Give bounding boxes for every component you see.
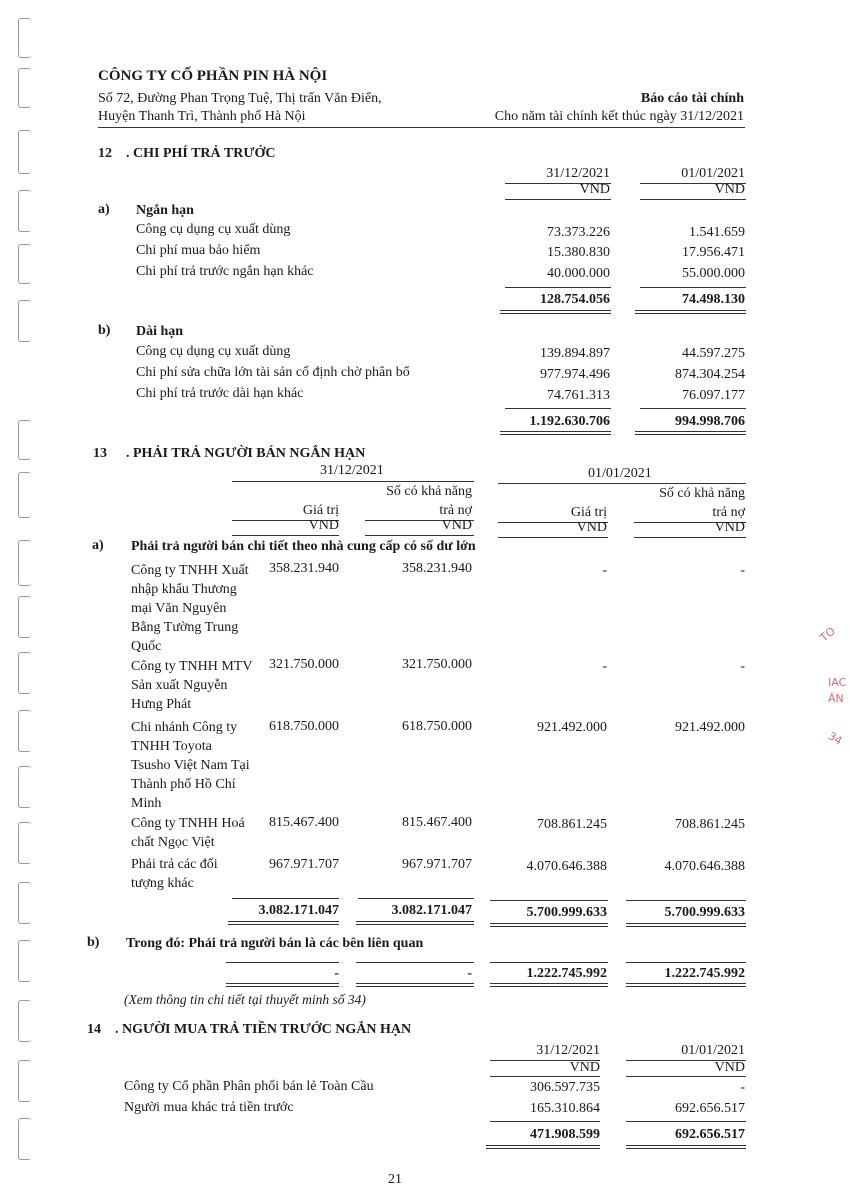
- s13-h-value1: Giá trị: [302, 503, 339, 518]
- s12-b-label: b): [98, 323, 111, 338]
- s12-col1-unit: VND: [579, 182, 610, 197]
- binder-mark: [18, 1000, 31, 1042]
- s12-a-row-label: Chi phí mua bảo hiểm: [136, 243, 261, 258]
- s13-unit2: VND: [441, 518, 472, 533]
- s13-b-value3: 1.222.745.992: [526, 966, 607, 981]
- s13-total-rule: [490, 900, 608, 901]
- s13-h-payable2-line2: trả nợ: [712, 505, 745, 520]
- s13-row-value3: 921.492.000: [537, 720, 607, 735]
- s14-total-value1: 471.908.599: [530, 1127, 600, 1142]
- s12-a-label: a): [98, 202, 110, 217]
- binder-mark: [18, 1060, 31, 1102]
- s13-total-double-rule: [356, 921, 474, 925]
- binder-mark: [18, 190, 31, 232]
- s12-a-row-label: Chi phí trả trước ngắn hạn khác: [136, 264, 314, 279]
- s13-row-value1: 358.231.940: [269, 561, 339, 576]
- s13-b-value1: -: [334, 966, 339, 981]
- s13-total-rule: [626, 900, 746, 901]
- s13-total-double-rule: [490, 923, 608, 927]
- section-12-title: . CHI PHÍ TRẢ TRƯỚC: [126, 146, 276, 161]
- report-title: Báo cáo tài chính: [640, 91, 744, 106]
- s12-col2-unit: VND: [714, 182, 745, 197]
- s12-a-row-label: Công cụ dụng cụ xuất dùng: [136, 222, 291, 237]
- s12-a-title: Ngắn hạn: [136, 203, 194, 218]
- s13-h-payable1-line1: Số có khả năng: [386, 484, 472, 499]
- binder-mark: [18, 472, 31, 518]
- s14-header-rule: [490, 1076, 600, 1077]
- s13-header-rule: [232, 535, 339, 536]
- s12-b-total-value1: 1.192.630.706: [529, 414, 610, 429]
- binder-mark: [18, 822, 31, 864]
- s14-col2-date: 01/01/2021: [681, 1043, 745, 1058]
- s14-total-double-rule: [486, 1145, 600, 1149]
- binder-mark: [18, 710, 31, 752]
- s13-b-rule: [626, 962, 746, 963]
- s13-row-value2: 967.971.707: [402, 857, 472, 872]
- s13-b-double-rule: [626, 983, 746, 987]
- s13-date1: 31/12/2021: [320, 463, 384, 478]
- s14-row-value2: 692.656.517: [675, 1101, 745, 1116]
- report-period: Cho năm tài chính kết thúc ngày 31/12/2021: [494, 109, 744, 124]
- s13-total-double-rule: [626, 923, 746, 927]
- s13-b-rule: [356, 962, 474, 963]
- s13-row-value3: 4.070.646.388: [526, 859, 607, 874]
- s13-b-double-rule: [226, 983, 339, 987]
- s13-row-label: Công ty TNHH Xuất nhập khẩu Thương mại Văn Nguyên Bằng Tường Trung Quốc: [131, 563, 249, 654]
- s13-header-rule: [365, 535, 474, 536]
- section-14-number: 14: [87, 1022, 101, 1037]
- s13-row-value4: -: [740, 563, 745, 578]
- s13-total-value3: 5.700.999.633: [526, 905, 607, 920]
- s14-total-rule: [626, 1121, 746, 1122]
- s13-total-rule: [232, 898, 339, 899]
- stamp-fragment: TO: [817, 624, 838, 645]
- s12-b-row-label: Công cụ dụng cụ xuất dùng: [136, 344, 291, 359]
- binder-mark: [18, 130, 31, 174]
- s12-b-total-rule: [640, 408, 746, 409]
- s13-row-value2: 618.750.000: [402, 719, 472, 734]
- s13-row-value1: 618.750.000: [269, 719, 339, 734]
- s12-a-row-value2: 17.956.471: [682, 245, 745, 260]
- s14-row-value1: 306.597.735: [530, 1080, 600, 1095]
- s13-header-rule: [634, 537, 746, 538]
- s13-row-value2: 815.467.400: [402, 815, 472, 830]
- stamp-fragment: 34: [825, 729, 845, 748]
- binder-mark: [18, 300, 31, 342]
- s12-header-rule: [640, 199, 746, 200]
- s13-total-value4: 5.700.999.633: [664, 905, 745, 920]
- binder-mark: [18, 652, 31, 694]
- s13-note: (Xem thông tin chi tiết tại thuyết minh số 34): [124, 992, 366, 1007]
- s12-col2-date: 01/01/2021: [681, 166, 745, 181]
- s13-b-value4: 1.222.745.992: [664, 966, 745, 981]
- s12-b-row-label: Chi phí trả trước dài hạn khác: [136, 386, 304, 401]
- s12-b-total-value2: 994.998.706: [675, 414, 745, 429]
- s13-row-label: Phải trả các đối tượng khác: [131, 857, 218, 891]
- s12-a-row-value1: 73.373.226: [547, 225, 610, 240]
- s12-b-total-rule: [505, 408, 611, 409]
- s12-b-row-value1: 139.894.897: [540, 346, 610, 361]
- s13-date1-rule: [232, 481, 474, 482]
- s14-total-rule: [490, 1121, 600, 1122]
- s13-row-value4: 708.861.245: [675, 817, 745, 832]
- company-address-line2: Huyện Thanh Trì, Thành phố Hà Nội: [98, 109, 306, 124]
- s12-b-row-value2: 76.097.177: [682, 388, 745, 403]
- s13-row-value3: -: [602, 563, 607, 578]
- binder-mark: [18, 596, 31, 638]
- company-name: CÔNG TY CỔ PHẦN PIN HÀ NỘI: [98, 68, 328, 84]
- s12-b-row-value1: 74.761.313: [547, 388, 610, 403]
- s12-a-total-value1: 128.754.056: [540, 292, 610, 307]
- section-13-number: 13: [93, 446, 107, 461]
- s13-a-title: Phải trả người bán chi tiết theo nhà cung cấp có số dư lớn: [131, 539, 476, 554]
- s12-col1-date: 31/12/2021: [546, 166, 610, 181]
- page-number: 21: [388, 1172, 402, 1187]
- s12-a-total-double-rule: [635, 310, 746, 314]
- s12-a-total-double-rule: [500, 310, 611, 314]
- s13-row-value3: -: [602, 659, 607, 674]
- s13-b-rule: [226, 962, 339, 963]
- s12-a-total-rule: [505, 287, 611, 288]
- s13-b-double-rule: [490, 983, 608, 987]
- s13-b-label: b): [87, 935, 100, 950]
- s12-b-title: Dài hạn: [136, 324, 184, 339]
- s13-unit1: VND: [308, 518, 339, 533]
- binder-mark: [18, 244, 31, 284]
- binder-mark: [18, 68, 31, 108]
- s13-row-label: Chi nhánh Công ty TNHH Toyota Tsusho Việt Nam Tại Thành phố Hồ Chí Minh: [131, 720, 250, 811]
- s13-b-double-rule: [356, 983, 474, 987]
- s13-date2: 01/01/2021: [588, 466, 652, 481]
- s13-row-value2: 358.231.940: [402, 561, 472, 576]
- s14-col2-unit: VND: [714, 1060, 745, 1075]
- binder-mark: [18, 1118, 31, 1160]
- s13-header-rule: [498, 537, 608, 538]
- s12-a-row-value2: 1.541.659: [689, 225, 745, 240]
- s13-row-value4: -: [740, 659, 745, 674]
- section-12-number: 12: [98, 146, 112, 161]
- s12-b-row-value1: 977.974.496: [540, 367, 610, 382]
- s14-row-label: Người mua khác trả tiền trước: [124, 1100, 294, 1115]
- s12-a-row-value1: 15.380.830: [547, 245, 610, 260]
- s13-h-payable1-line2: trả nợ: [439, 503, 472, 518]
- s13-row-value4: 921.492.000: [675, 720, 745, 735]
- header-rule: [98, 127, 745, 128]
- s12-a-total-value2: 74.498.130: [682, 292, 745, 307]
- company-address-line1: Số 72, Đường Phan Trọng Tuệ, Thị trấn Văn Điển,: [98, 91, 382, 106]
- s13-b-value2: -: [467, 966, 472, 981]
- s14-row-value1: 165.310.864: [530, 1101, 600, 1116]
- stamp-fragment: IAC: [828, 676, 847, 689]
- s14-row-label: Công ty Cổ phần Phân phối bán lẻ Toàn Cầu: [124, 1079, 374, 1094]
- s12-a-row-value1: 40.000.000: [547, 266, 610, 281]
- s12-b-total-double-rule: [500, 431, 611, 435]
- s13-unit3: VND: [576, 520, 607, 535]
- section-14-title: . NGƯỜI MUA TRẢ TIỀN TRƯỚC NGẮN HẠN: [115, 1022, 412, 1037]
- s13-total-value1: 3.082.171.047: [258, 903, 339, 918]
- binder-mark: [18, 940, 31, 982]
- s12-header-rule: [505, 199, 611, 200]
- s12-a-total-rule: [640, 287, 746, 288]
- s13-row-label: Công ty TNHH MTV Sản xuất Nguyễn Hưng Phát: [131, 659, 253, 712]
- s14-col1-unit: VND: [569, 1060, 600, 1075]
- s13-row-value3: 708.861.245: [537, 817, 607, 832]
- s13-a-label: a): [92, 538, 104, 553]
- s13-h-value2: Giá trị: [570, 505, 607, 520]
- s14-total-value2: 692.656.517: [675, 1127, 745, 1142]
- s12-b-total-double-rule: [635, 431, 746, 435]
- s14-header-rule: [626, 1076, 746, 1077]
- s13-total-rule: [358, 898, 474, 899]
- binder-mark: [18, 540, 31, 586]
- s13-total-double-rule: [228, 921, 339, 925]
- s13-b-title: Trong đó: Phải trả người bán là các bên liên quan: [126, 936, 424, 951]
- s13-row-label: Công ty TNHH Hoá chất Ngọc Việt: [131, 816, 245, 850]
- s12-a-row-value2: 55.000.000: [682, 266, 745, 281]
- s12-b-row-value2: 874.304.254: [675, 367, 745, 382]
- s13-total-value2: 3.082.171.047: [391, 903, 472, 918]
- s13-b-rule: [490, 962, 608, 963]
- binder-mark: [18, 420, 31, 460]
- binder-mark: [18, 766, 31, 808]
- stamp-fragment: ÁN: [828, 692, 844, 705]
- section-13-title: . PHẢI TRẢ NGƯỜI BÁN NGẮN HẠN: [126, 446, 366, 461]
- s13-date2-rule: [498, 483, 746, 484]
- binder-mark: [18, 18, 31, 58]
- s13-unit4: VND: [714, 520, 745, 535]
- s13-row-value1: 815.467.400: [269, 815, 339, 830]
- s12-b-row-label: Chi phí sửa chữa lớn tài sản cố định chờ phân bổ: [136, 365, 410, 380]
- s13-row-value1: 321.750.000: [269, 657, 339, 672]
- binder-mark: [18, 882, 31, 924]
- s13-row-value4: 4.070.646.388: [664, 859, 745, 874]
- s14-col1-date: 31/12/2021: [536, 1043, 600, 1058]
- s14-row-value2: -: [740, 1080, 745, 1095]
- s14-total-double-rule: [626, 1145, 746, 1149]
- s13-row-value2: 321.750.000: [402, 657, 472, 672]
- s13-h-payable2-line1: Số có khả năng: [659, 486, 745, 501]
- s13-row-value1: 967.971.707: [269, 857, 339, 872]
- s12-b-row-value2: 44.597.275: [682, 346, 745, 361]
